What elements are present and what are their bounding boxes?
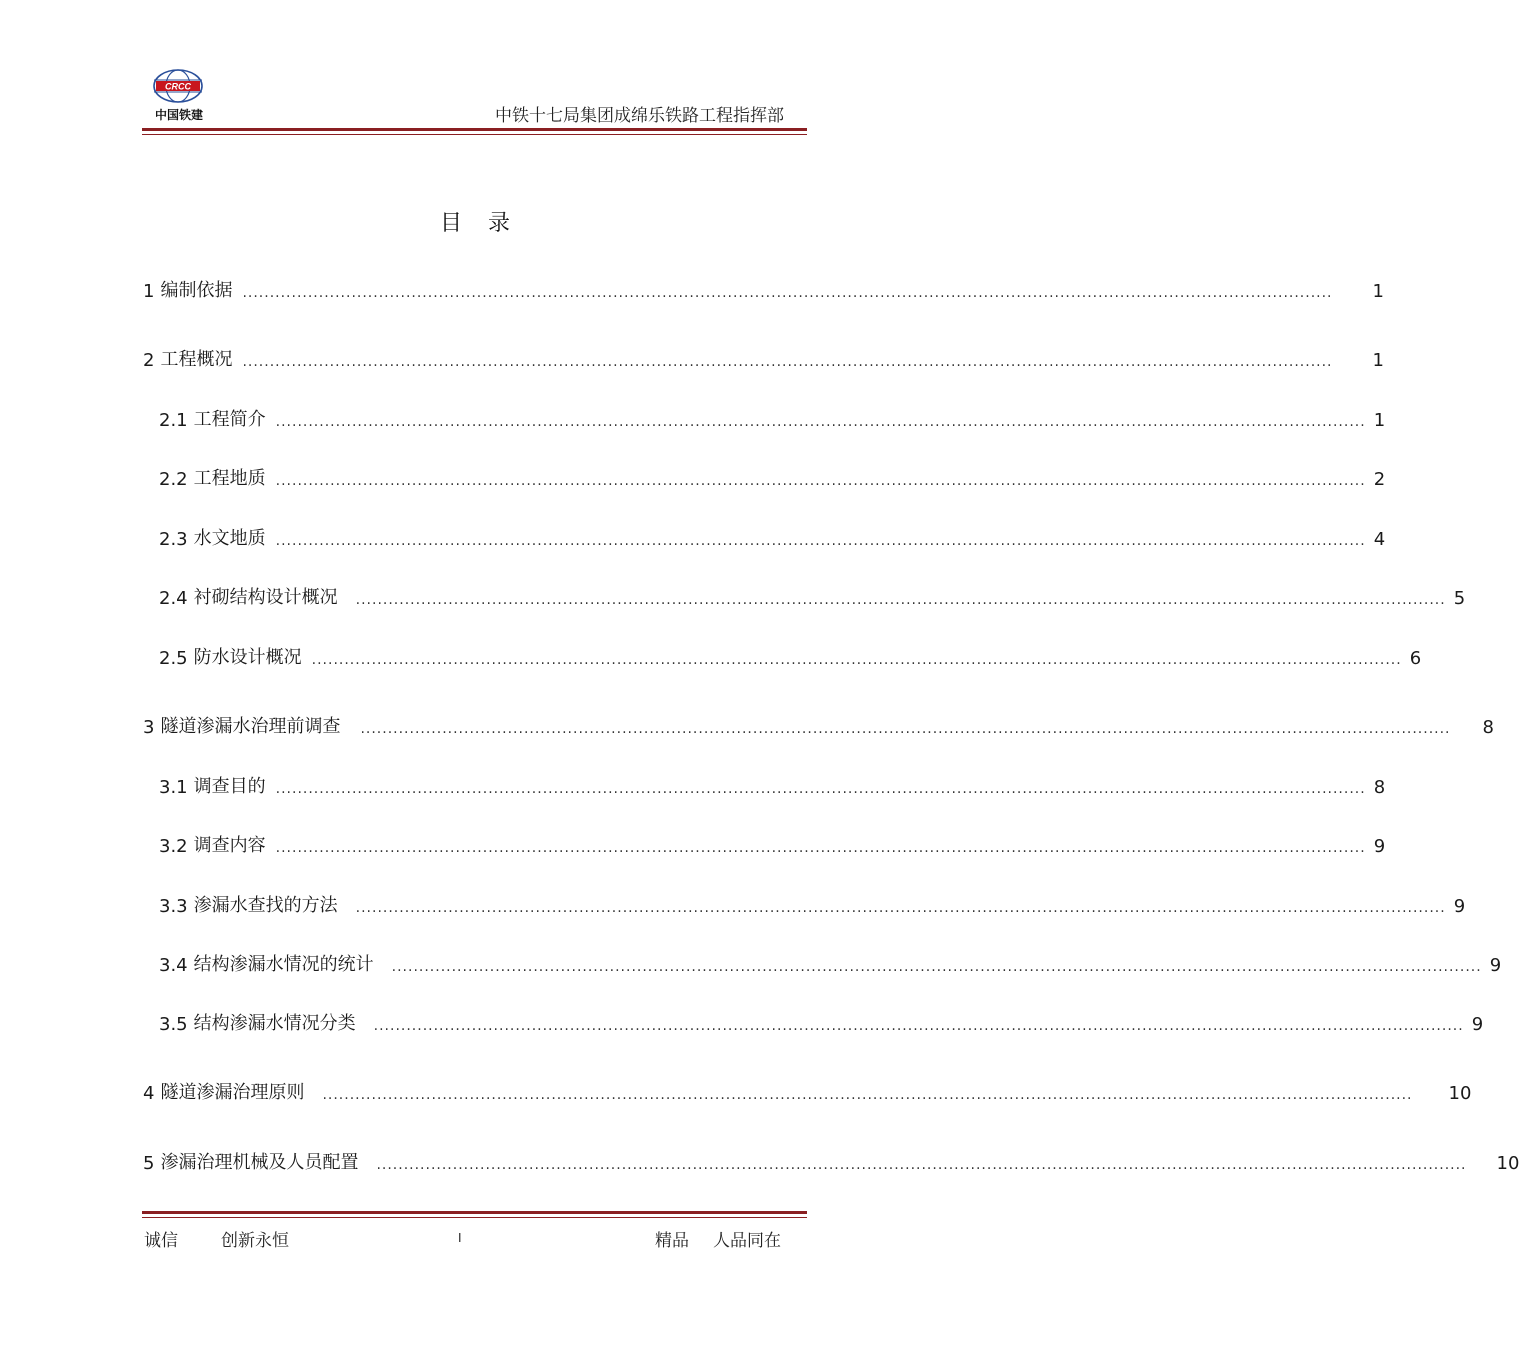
leader-dots: ........................................................................................................................................................................................................ [355,900,1446,916]
toc-entry[interactable] [143,712,1494,738]
footer-rule-thin [142,1217,807,1218]
toc-entry[interactable] [143,1078,1472,1104]
logo-caption: 中国铁建 [154,108,203,122]
toc-entry-page: 9 [1453,896,1466,917]
leader-dots: ........................................................................................................................................................................................................ [322,1087,1413,1103]
toc-entry-label: 渗漏水查找的方法 [193,895,338,916]
toc-entry-label: 结构渗漏水情况的统计 [193,954,374,975]
toc-entry-number: 2 [143,350,155,371]
toc-entry-number: 2.3 [159,529,188,550]
leader-dots: ........................................................................................................................................................................................................ [242,354,1333,370]
toc-entry[interactable] [143,276,1384,302]
toc-entry-label: 编制依据 [160,280,233,301]
leader-dots: ........................................................................................................................................................................................................ [242,285,1333,301]
toc-entry-number: 3.5 [159,1014,188,1035]
toc-entry-label: 工程地质 [193,468,266,489]
toc-entry-page: 10 [1448,1083,1472,1104]
toc-entry-label: 衬砌结构设计概况 [193,587,338,608]
toc-entry-page: 9 [1471,1014,1484,1035]
footer-rule [142,1211,807,1214]
leader-dots: ........................................................................................................................................................................................................ [360,721,1451,737]
toc-entry[interactable] [159,1009,1484,1035]
toc-entry-page: 9 [1489,955,1502,976]
toc-entry-number: 1 [143,281,155,302]
toc-entry-label: 调查内容 [193,835,266,856]
toc-entry-label: 结构渗漏水情况分类 [193,1013,356,1034]
toc-entry-page: 6 [1409,648,1422,669]
toc-entry-label: 工程概况 [160,349,233,370]
toc-entry-label: 隧道渗漏治理原则 [160,1082,305,1103]
toc-entry-label: 工程简介 [193,409,266,430]
toc-entry-label: 渗漏治理机械及人员配置 [160,1152,359,1173]
toc-entry-number: 3.3 [159,896,188,917]
toc-entry-page: 9 [1373,836,1386,857]
toc-entry-number: 2.2 [159,469,188,490]
leader-dots: ........................................................................................................................................................................................................ [391,959,1482,975]
toc-entry[interactable] [159,464,1386,490]
toc-entry-number: 3.1 [159,777,188,798]
footer-motto-right-2: 人品同在 [713,1231,781,1251]
footer-page-number: I [458,1231,462,1245]
toc-entry-number: 3.4 [159,955,188,976]
toc-entry-label: 防水设计概况 [193,647,302,668]
globe-logo-icon [144,66,214,108]
toc-entry-page: 8 [1482,717,1494,738]
toc-entry-label: 隧道渗漏水治理前调查 [160,716,341,737]
toc-entry-label: 调查目的 [193,776,266,797]
leader-dots: ........................................................................................................................................................................................................ [275,473,1366,489]
leader-dots: ........................................................................................................................................................................................................ [373,1018,1464,1034]
toc-entry-page: 1 [1373,410,1386,431]
toc-entry-page: 10 [1496,1153,1519,1174]
toc-entry[interactable] [159,772,1386,798]
footer-motto-right-1: 精品 [655,1231,689,1251]
toc-entry-number: 3.2 [159,836,188,857]
toc-entry[interactable] [143,345,1384,371]
toc-entry[interactable] [159,405,1386,431]
toc-entry-label: 水文地质 [193,528,266,549]
header-rule [142,128,807,131]
toc-entry[interactable] [159,950,1502,976]
toc-entry[interactable] [159,583,1466,609]
toc-entry-page: 5 [1453,588,1466,609]
toc-entry-number: 5 [143,1153,155,1174]
toc-entry-page: 1 [1372,281,1384,302]
toc-entry[interactable] [159,524,1386,550]
toc-entry-number: 2.5 [159,648,188,669]
toc-entry-number: 2.4 [159,588,188,609]
toc-entry-page: 8 [1373,777,1386,798]
toc-entry-page: 1 [1372,350,1384,371]
footer-motto-left-1: 诚信 [144,1231,178,1251]
toc-entry-number: 3 [143,717,155,738]
footer-motto-left-2: 创新永恒 [221,1231,289,1251]
leader-dots: ........................................................................................................................................................................................................ [275,533,1366,549]
toc-entry[interactable] [159,891,1466,917]
toc-entry[interactable] [159,831,1386,857]
header-organization: 中铁十七局集团成绵乐铁路工程指挥部 [495,106,784,126]
leader-dots: ........................................................................................................................................................................................................ [355,592,1446,608]
toc-entry-page: 4 [1373,529,1386,550]
svg-text:CRCC: CRCC [165,81,191,92]
toc-entry-page: 2 [1373,469,1386,490]
header-rule-thin [142,134,807,135]
toc-entry[interactable] [143,1148,1519,1174]
leader-dots: ........................................................................................................................................................................................................ [275,781,1366,797]
crcc-logo [144,66,214,124]
toc-title: 目录 [439,211,536,236]
leader-dots: ........................................................................................................................................................................................................ [311,652,1402,668]
toc-entry-number: 2.1 [159,410,188,431]
leader-dots: ........................................................................................................................................................................................................ [376,1157,1467,1173]
toc-entry[interactable] [159,643,1422,669]
leader-dots: ........................................................................................................................................................................................................ [275,840,1366,856]
leader-dots: ........................................................................................................................................................................................................ [275,414,1366,430]
toc-entry-number: 4 [143,1083,155,1104]
